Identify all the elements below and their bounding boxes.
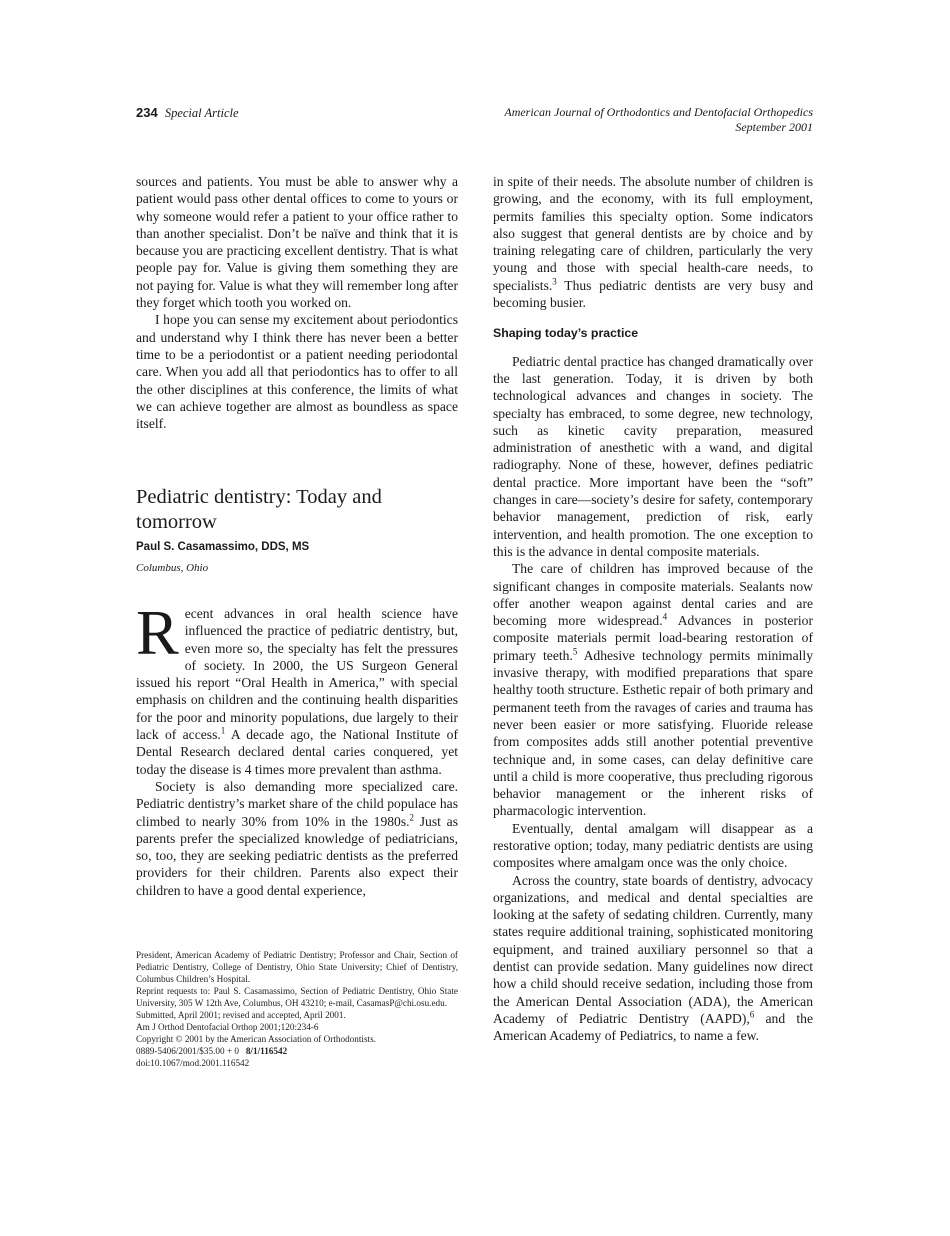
section-label: Special Article bbox=[164, 106, 239, 120]
article-body-left bbox=[136, 597, 459, 899]
article-title: Pediatric dentistry: Today and tomorrow bbox=[136, 486, 382, 533]
running-header-right bbox=[504, 105, 813, 135]
footnotes bbox=[136, 949, 458, 1069]
reference-marker: 4 bbox=[662, 611, 668, 622]
section-heading: Shaping today’s practice bbox=[493, 326, 639, 341]
paragraph: I hope you can sense my excitement about periodontics and understand why I think there has never been a better time to be a periodontist or a patient needing periodontal care. When you add all that periodontics has to offer to all the other disciplines at this conference, the limits of what we can achieve together are almost as boundless as space itself. bbox=[136, 312, 458, 432]
footnote-doi: doi:10.1067/mod.2001.116542 bbox=[136, 1058, 250, 1068]
reference-marker: 3 bbox=[552, 276, 557, 287]
footnote-citation: Am J Orthod Dentofacial Orthop 2001;120:234-6 bbox=[136, 1022, 319, 1032]
footnote-affiliation: President, American Academy of Pediatric Dentistry; Professor and Chair, Section of Pediatric Dentistry, College of Dentistry, Ohio State University; Chief of Dentistry, Columbus Children’s Hospital. bbox=[136, 950, 458, 984]
footnote-reprint: Reprint requests to: Paul S. Casamassimo, Section of Pediatric Dentistry, Ohio State University, 305 W 12th Ave, Columbus, OH 43210; e-mail, CasamasP@chi.osu.edu. bbox=[136, 986, 458, 1008]
drop-cap: R bbox=[136, 597, 179, 668]
page-number: 234 bbox=[136, 105, 158, 120]
reference-marker: 5 bbox=[572, 646, 578, 657]
running-header-left bbox=[136, 105, 239, 121]
reference-marker: 6 bbox=[749, 1009, 755, 1020]
paragraph: in spite of their needs. The absolute number of children is growing, and the economy, with its full employment, permits families this specialty option. Some indicators also suggest that general dentists are by choice and by training relegating care of children, particularly the very young and those with special health-care needs, to specialists.$^3$ Thus pediatric dentists are very busy and becoming busier. bbox=[493, 174, 813, 311]
article-body-right bbox=[493, 173, 813, 1045]
author-byline: Paul S. Casamassimo, DDS, MS bbox=[136, 541, 310, 553]
footnote-issn: 0889-5406/2001/$35.00 + 0 8/1/116542 bbox=[136, 1046, 288, 1056]
reference-marker: 1 bbox=[220, 725, 226, 736]
author-location: Columbus, Ohio bbox=[136, 562, 209, 574]
paragraph: Across the country, state boards of dentistry, advocacy organizations, and medical and dental specialties are looking at the safety of sedating children. Currently, many states require additional training, sophisticated monitoring equipment, and trained auxiliary personnel so that a dentist can provide sedation. Many guidelines now direct how a child should receive sedation, including those from the American Dental Association (ADA), the American Academy of Pediatric Dentistry (AAPD),$^6$ and the American Academy of Pediatrics, to name a few. bbox=[493, 872, 813, 1044]
paragraph: Recent advances in oral health science have influenced the practice of pediatric dentistry, but, even more so, the specialty has felt the pressures of society. In 2000, the US Surgeon General issued his report “Oral Health in America,” with special emphasis on children and the continuing health disparities for the poor and minority populations, due largely to their lack of access.$^1$ A decade ago, the National Institute of Dental Research declared dental caries conquered, yet today the disease is 4 times more prevalent than asthma. bbox=[136, 597, 459, 777]
paragraph: Society is also demanding more specialized care. Pediatric dentistry’s market share of the child populace has climbed to nearly 30% from 10% in the 1980s.$^2$ Just as parents prefer the specialized knowledge of pediatricians, so, too, they are seeking pediatric dentists as the preferred providers for their children. Parents also expect their children to have a good dental experience, bbox=[136, 778, 458, 898]
reference-marker: 2 bbox=[409, 812, 415, 823]
footnote-copyright: Copyright © 2001 by the American Association of Orthodontists. bbox=[136, 1034, 376, 1044]
paragraph: sources and patients. You must be able to answer why a patient would pass other dental offices to come to yours or why someone would refer a patient to your office rather to than another specialist. Don’t be naïve and think that it is because you are practicing excellent dentistry. That is what people pay for. Value is giving them something they are not paying for. Value is what they will remember long after they forget which tooth you worked on. bbox=[136, 174, 458, 311]
left-column-continued-text bbox=[136, 173, 458, 432]
paragraph: Pediatric dental practice has changed dramatically over the last generation. Today, it is driven by both technological advances and changes in society. The specialty has embraced, to some degree, new technology, such as kinetic cavity preparation, measured administration of anesthetic with a wand, and digital radiography. None of these, however, defines pediatric dental practice. More important have been the “soft” changes in care—society’s desire for safety, contemporary behavior management, prediction of risk, early intervention, and health promotion. The one exception to this is the advance in dental composite materials. bbox=[493, 353, 813, 559]
journal-name: American Journal of Orthodontics and Dentofacial Orthopedics bbox=[504, 105, 813, 119]
issue-date: September 2001 bbox=[735, 120, 813, 134]
footnote-submitted: Submitted, April 2001; revised and accepted, April 2001. bbox=[136, 1010, 346, 1020]
paragraph: The care of children has improved because of the significant changes in composite materials. Sealants now offer another weapon against dental caries and are becoming more widespread.$^4$ Advances in posterior composite materials permit load-bearing restoration of primary teeth.$^5$ Adhesive technology permits minimally invasive therapy, with modified preparations that spare healthy tooth structure. Esthetic repair of both primary and permanent teeth from the ravages of caries and trauma has never been easier or more satisfying. Fluoride release from composites adds still another potential preventive technique and, in some cases, can delay definitive care until a child is more cooperative, thus precluding rigorous behavior management or the inherent risks of pharmacologic intervention. bbox=[493, 561, 814, 819]
paragraph: Eventually, dental amalgam will disappear as a restorative option; today, many pediatric dentists are using composites where amalgam once was the only choice. bbox=[493, 820, 813, 871]
